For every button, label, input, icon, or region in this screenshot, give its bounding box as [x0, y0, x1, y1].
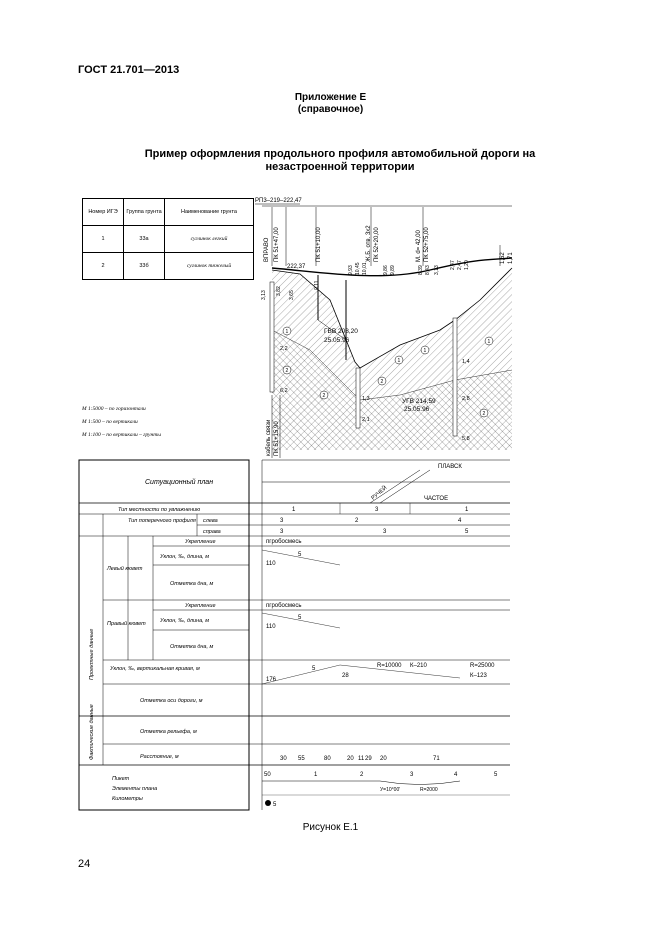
- situation-plan: [262, 464, 510, 503]
- picket-value: 50: [264, 772, 271, 778]
- bottom-label-right: Отметка дна, м: [170, 644, 214, 650]
- design-group-label: Проектные данные: [89, 628, 95, 680]
- top-label: ПК 51+47,00: [274, 227, 280, 262]
- km-label: Километры: [112, 796, 143, 802]
- picket-value: 4: [454, 772, 458, 778]
- ige-number: 2: [322, 393, 326, 399]
- depth-value: 2,47: [457, 260, 463, 270]
- soil-cell: суглинок тяжелый: [165, 253, 254, 280]
- distance-value: 20: [380, 756, 387, 762]
- terrain-value: 1: [465, 507, 469, 513]
- layer-depth: 6,2: [280, 388, 288, 394]
- strength-label: Укрепление: [185, 539, 216, 545]
- layer-depth: 2,1: [362, 417, 370, 423]
- page-number: 24: [78, 858, 91, 870]
- settlement-label: ПЛАВСК: [438, 464, 462, 470]
- depth-value: 1,20: [464, 260, 470, 270]
- scale-soil: М 1:100 – по вертикали – грунты: [82, 432, 161, 438]
- grade-value: 5: [312, 666, 316, 672]
- picket-value: 1: [314, 772, 318, 778]
- gvv-label: ГВВ 208,20: [324, 328, 358, 335]
- ige-number: 1: [487, 339, 491, 345]
- ige-number: 1: [285, 329, 289, 335]
- radius-value: R=2000: [420, 787, 438, 793]
- curve-value: У=10°00': [380, 787, 401, 793]
- layer-depth: 2,2: [280, 346, 288, 352]
- strength-value: пгробосмесь: [266, 539, 302, 545]
- figure-caption: Рисунок Е.1: [302, 822, 359, 833]
- river-label: РУЧЕЙ: [370, 485, 389, 502]
- cable-pk: ПК 51+15,90: [274, 421, 280, 456]
- depth-value: 2,47: [450, 260, 456, 270]
- slope-label-right: Уклон, ‰, длина, м: [160, 618, 209, 624]
- ige-number: 1: [423, 348, 427, 354]
- cross-right-value: 3: [280, 529, 284, 535]
- grade-value: 28: [342, 673, 349, 679]
- ditch-length-value: 110: [266, 561, 276, 567]
- depth-value: 9,89: [390, 265, 396, 275]
- plan-label: Ситуационный план: [145, 479, 214, 486]
- top-label: ВПРАВО: [264, 237, 270, 262]
- top-label: ПК 52+20,00: [374, 227, 380, 262]
- soil-cell: 33а: [124, 226, 165, 253]
- soil-cell: 33б: [124, 253, 165, 280]
- cross-left-value: 3: [280, 518, 284, 524]
- actual-group-label: Фактические данные: [89, 704, 95, 760]
- ditch-length-value-right: 110: [266, 624, 276, 630]
- top-label: ПК 52+75,00: [424, 227, 430, 262]
- ditch-slope-value: 5: [298, 552, 302, 558]
- ugv-date: 25.05.96: [404, 406, 430, 413]
- distance-value: 20: [347, 756, 354, 762]
- layer-depth: 2,8: [462, 396, 470, 402]
- top-label: 1,71: [508, 252, 514, 264]
- standard-header: ГОСТ 21.701—2013: [78, 64, 180, 76]
- soil-cell: 2: [83, 253, 124, 280]
- forest-label: ЧАСТОЕ: [424, 496, 449, 502]
- terrain-value: 1: [292, 507, 296, 513]
- longitudinal-profile: [255, 198, 514, 458]
- soil-header-number: Номер ИГЭ: [83, 199, 124, 226]
- strength-value-right: пгробосмесь: [266, 603, 302, 609]
- ige-number: 2: [285, 368, 289, 374]
- scale-vertical: М 1:500 – по вертикали: [82, 419, 138, 425]
- rp-label: РП3–219–222,47: [255, 198, 302, 204]
- depth-value: 8,39: [418, 265, 424, 275]
- grade-value: К–123: [470, 673, 487, 679]
- right-ditch-label: Правый кювет: [107, 621, 146, 627]
- distance-value: 80: [324, 756, 331, 762]
- km-value: 5: [273, 802, 277, 808]
- bottom-label: Отметка дна, м: [170, 581, 214, 587]
- picket-value: 5: [494, 772, 498, 778]
- mark-label: 222,37: [287, 264, 306, 270]
- ground-label: Отметка рельефа, м: [140, 729, 197, 735]
- cross-right-value: 5: [465, 529, 469, 535]
- depth-value: 0,11: [314, 280, 320, 290]
- distance-value: 30: [280, 756, 287, 762]
- figure-title-line1: Пример оформления продольного профиля автомобильной дороги на: [144, 148, 536, 160]
- plan-elements-label: Элементы плана: [112, 786, 158, 792]
- axis-label: Отметка оси дороги, м: [140, 698, 203, 704]
- ige-number: 2: [380, 379, 384, 385]
- grade-value: R=25000: [470, 663, 495, 669]
- terrain-value: 3: [375, 507, 379, 513]
- layer-depth: 5,8: [462, 436, 470, 442]
- ige-number: 2: [482, 411, 486, 417]
- terrain-label: Тип местности по увлажнению: [118, 507, 201, 513]
- soil-cell: 1: [83, 226, 124, 253]
- table-values: [262, 503, 498, 808]
- ditch-slope-value-right: 5: [298, 615, 302, 621]
- soil-cell: суглинок легкий: [165, 226, 254, 253]
- distance-value: 71: [433, 756, 440, 762]
- appendix-title: Приложение Е: [294, 92, 367, 103]
- distance-value: 29: [365, 756, 372, 762]
- layer-depth: 1,3: [362, 396, 370, 402]
- figure-title-line2: незастроенной территории: [265, 161, 415, 173]
- soil-header-group: Группа грунта: [124, 199, 165, 226]
- distance-value: 11: [358, 756, 365, 762]
- picket-value: 2: [360, 772, 364, 778]
- top-label: 1,52: [500, 252, 506, 264]
- distance-value: 55: [298, 756, 305, 762]
- slope-label: Уклон, ‰, длина, м: [160, 554, 209, 560]
- depth-value: 10,45: [355, 262, 361, 275]
- left-ditch-label: Левый кювет: [107, 566, 143, 572]
- left-label: слева: [203, 518, 218, 524]
- ugv-label: УГВ 214,59: [402, 398, 436, 405]
- layer-depth: 1,4: [462, 359, 470, 365]
- cross-right-value: 3: [383, 529, 387, 535]
- depth-value: 10,01: [362, 262, 368, 275]
- picket-label: Пикет: [112, 776, 130, 782]
- grade-value: 176: [266, 677, 277, 683]
- distance-label: Расстояние, м: [140, 754, 179, 760]
- table-labels: [89, 478, 221, 802]
- grade-value: R=10000: [377, 663, 402, 669]
- gvv-date: 25.05.96: [324, 337, 350, 344]
- scale-horizontal: М 1:5000 – по горизонтали: [82, 406, 146, 412]
- depth-value: 9,93: [348, 265, 354, 275]
- cross-left-value: 2: [355, 518, 359, 524]
- depth-value: 9,86: [383, 265, 389, 275]
- strength-label-right: Укрепление: [185, 603, 216, 609]
- top-label: ПК 51+10,00: [316, 227, 322, 262]
- appendix-subtitle: (справочное): [297, 104, 364, 115]
- top-label: М. d= 42,00: [416, 230, 422, 262]
- top-label: Ж.Б. отв. 3х2: [366, 225, 372, 262]
- depth-value: 8,43: [425, 265, 431, 275]
- depth-value: 3,13: [434, 265, 440, 275]
- cable-label: кабель связи: [266, 419, 272, 456]
- ige-number: 1: [397, 358, 401, 364]
- right-label: справа: [203, 529, 221, 535]
- grade-label: Уклон, ‰, вертикальная кривая, м: [110, 666, 200, 672]
- depth-value: 3,13: [261, 290, 267, 300]
- grade-value: К–210: [410, 663, 427, 669]
- cross-left-value: 4: [458, 518, 462, 524]
- picket-value: 3: [410, 772, 414, 778]
- cross-label: Тип поперечного профиля: [128, 518, 196, 524]
- soil-header-name: Наименование грунта: [165, 199, 254, 226]
